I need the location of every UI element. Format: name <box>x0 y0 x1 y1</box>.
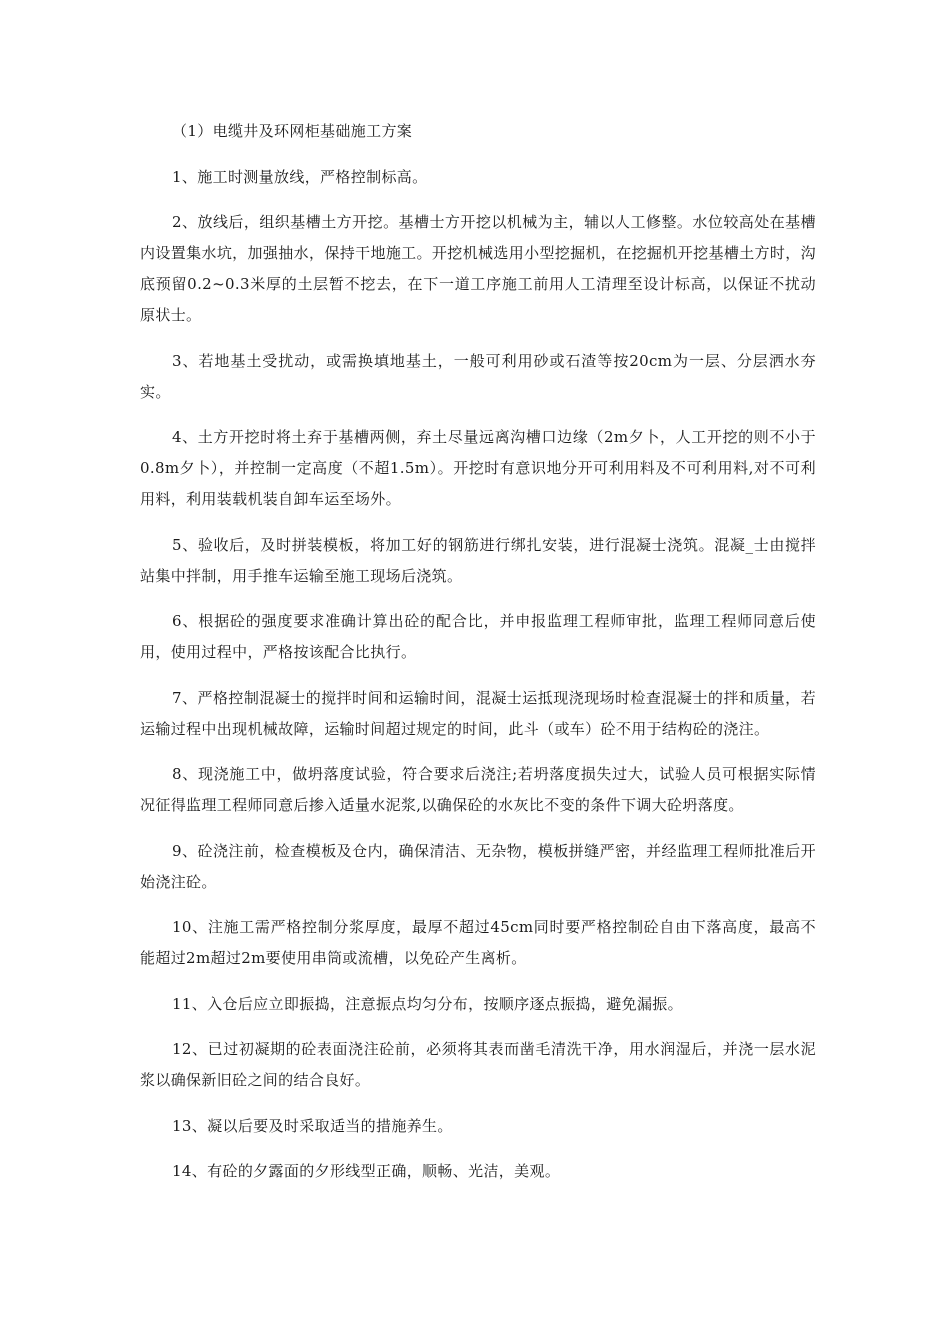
paragraph-9: 9、砼浇注前，检查模板及仓内，确保清洁、无杂物，模板拼缝严密，并经监理工程师批准后开始浇注砼。 <box>140 841 816 891</box>
paragraph-2: 2、放线后，组织基槽土方开挖。基槽士方开挖以机械为主，辅以人工修整。水位较高处在基槽内设置集水坑，加强抽水，保持干地施工。开挖机械选用小型挖掘机，在挖掘机开挖基槽土方时，沟底预留0.2~0.3米厚的土层暂不挖去，在下一道工序施工前用人工清理至设计标高，以保证不扰动原状士。 <box>140 213 816 324</box>
paragraph-1: 1、施工时测量放线，严格控制标高。 <box>172 167 428 186</box>
paragraph-8: 8、现浇施工中，做坍落度试验，符合要求后浇注;若坍落度损失过大，试验人员可根据实际情况征得监理工程师同意后掺入适量水泥浆,以确保砼的水灰比不变的条件下调大砼坍落度。 <box>140 765 816 814</box>
paragraph-12: 12、已过初凝期的砼表面浇注砼前，必须将其表而凿毛清洗干净，用水润湿后，并浇一层水泥浆以确保新旧砼之间的结合良好。 <box>140 1040 816 1089</box>
paragraph-5: 5、验收后，及时拼装模板，将加工好的钢筋进行绑扎安装，进行混凝士浇筑。混凝_士由搅拌站集中拌制，用手推车运输至施工现场后浇筑。 <box>140 535 816 585</box>
document-page <box>140 116 816 1202</box>
paragraph-10: 10、注施工需严格控制分浆厚度，最厚不超过45cm同时要严格控制砼自由下落高度，最高不能超过2m超过2m要使用串筒或流槽，以免砼产生离析。 <box>140 918 816 967</box>
document-heading: （1）电缆井及环网柜基础施工方案 <box>172 122 413 140</box>
paragraph-13: 13、凝以后要及时采取适当的措施养生。 <box>172 1116 453 1135</box>
paragraph-4: 4、土方开挖时将土弃于基槽两侧，弃土尽量远离沟槽口边缘（2m夕卜，人工开挖的则不小于0.8m夕卜），并控制一定高度（不超1.5m）。开挖时有意识地分开可利用料及不可利用料,对不可利用料，利用装载机装自卸车运至场外。 <box>140 428 816 508</box>
paragraph-14: 14、有砼的夕露面的夕形线型正确，顺畅、光洁，美观。 <box>172 1162 561 1180</box>
paragraph-3: 3、若地基土受扰动，或需换填地基土，一般可利用砂或石渣等按20cm为一层、分层洒水夯实。 <box>140 351 816 401</box>
paragraph-11: 11、入仓后应立即振捣，注意振点均匀分布，按顺序逐点振捣，避免漏振。 <box>172 994 683 1013</box>
paragraph-6: 6、根据砼的强度要求准确计算出砼的配合比，并申报监理工程师审批，监理工程师同意后使用，使用过程中，严格按该配合比执行。 <box>140 612 816 661</box>
paragraph-7: 7、严格控制混凝士的搅拌时间和运输时间，混凝士运抵现浇现场时检查混凝士的拌和质量，若运输过程中出现机械故障，运输时间超过规定的时间，此斗（或车）砼不用于结构砼的浇注。 <box>140 688 816 738</box>
